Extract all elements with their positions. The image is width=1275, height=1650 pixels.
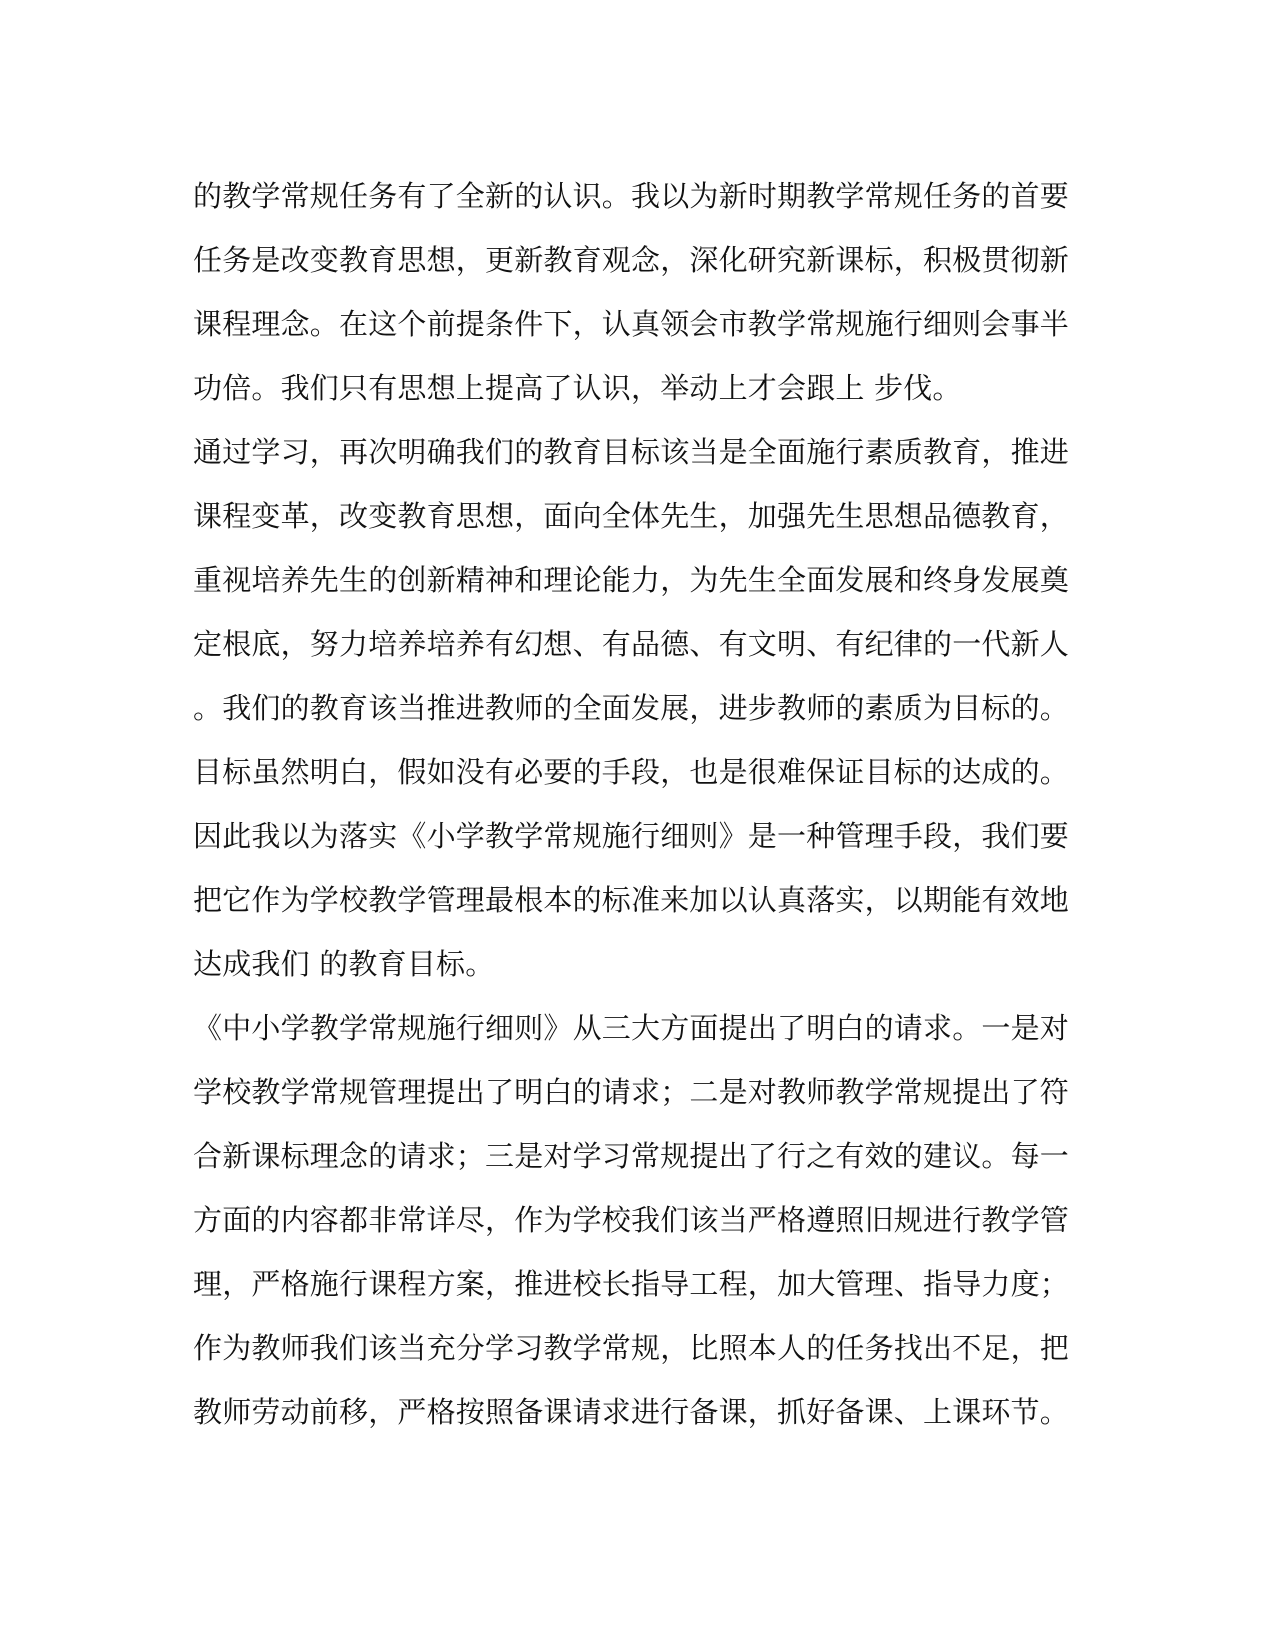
- text-line: 方面的内容都非常详尽，作为学校我们该当严格遵照旧规进行教学管: [193, 1203, 1070, 1237]
- text-line: 任务是改变教育思想，更新教育观念，深化研究新课标，积极贯彻新: [193, 243, 1070, 277]
- text-line: 课程理念。在这个前提条件下，认真领会市教学常规施行细则会事半: [193, 307, 1070, 341]
- text-line: 。我们的教育该当推进教师的全面发展，进步教师的素质为目标的。: [193, 691, 1070, 725]
- text-line: 定根底，努力培养培养有幻想、有品德、有文明、有纪律的一代新人: [193, 627, 1070, 661]
- text-line: 学校教学常规管理提出了明白的请求；二是对教师教学常规提出了符: [193, 1075, 1070, 1109]
- text-line: 因此我以为落实《小学教学常规施行细则》是一种管理手段，我们要: [193, 819, 1070, 853]
- text-line: 的教学常规任务有了全新的认识。我以为新时期教学常规任务的首要: [193, 179, 1070, 213]
- text-line: 《中小学教学常规施行细则》从三大方面提出了明白的请求。一是对: [193, 1011, 1070, 1045]
- text-line: 作为教师我们该当充分学习教学常规，比照本人的任务找出不足，把: [193, 1331, 1070, 1365]
- text-line: 重视培养先生的创新精神和理论能力，为先生全面发展和终身发展奠: [193, 563, 1070, 597]
- text-line: 理，严格施行课程方案，推进校长指导工程，加大管理、指导力度；: [193, 1267, 1070, 1301]
- text-line: 功倍。我们只有思想上提高了认识，举动上才会跟上 步伐。: [193, 371, 962, 405]
- text-line: 达成我们 的教育目标。: [193, 947, 495, 981]
- text-line: 把它作为学校教学管理最根本的标准来加以认真落实，以期能有效地: [193, 883, 1070, 917]
- text-line: 通过学习，再次明确我们的教育目标该当是全面施行素质教育，推进: [193, 435, 1070, 469]
- text-line: 目标虽然明白，假如没有必要的手段，也是很难保证目标的达成的。: [193, 755, 1070, 789]
- text-line: 教师劳动前移，严格按照备课请求进行备课，抓好备课、上课环节。: [193, 1395, 1070, 1429]
- text-line: 合新课标理念的请求；三是对学习常规提出了行之有效的建议。每一: [193, 1139, 1070, 1173]
- text-line: 课程变革，改变教育思想，面向全体先生，加强先生思想品德教育，: [193, 499, 1070, 533]
- body-text: [193, 164, 1073, 1444]
